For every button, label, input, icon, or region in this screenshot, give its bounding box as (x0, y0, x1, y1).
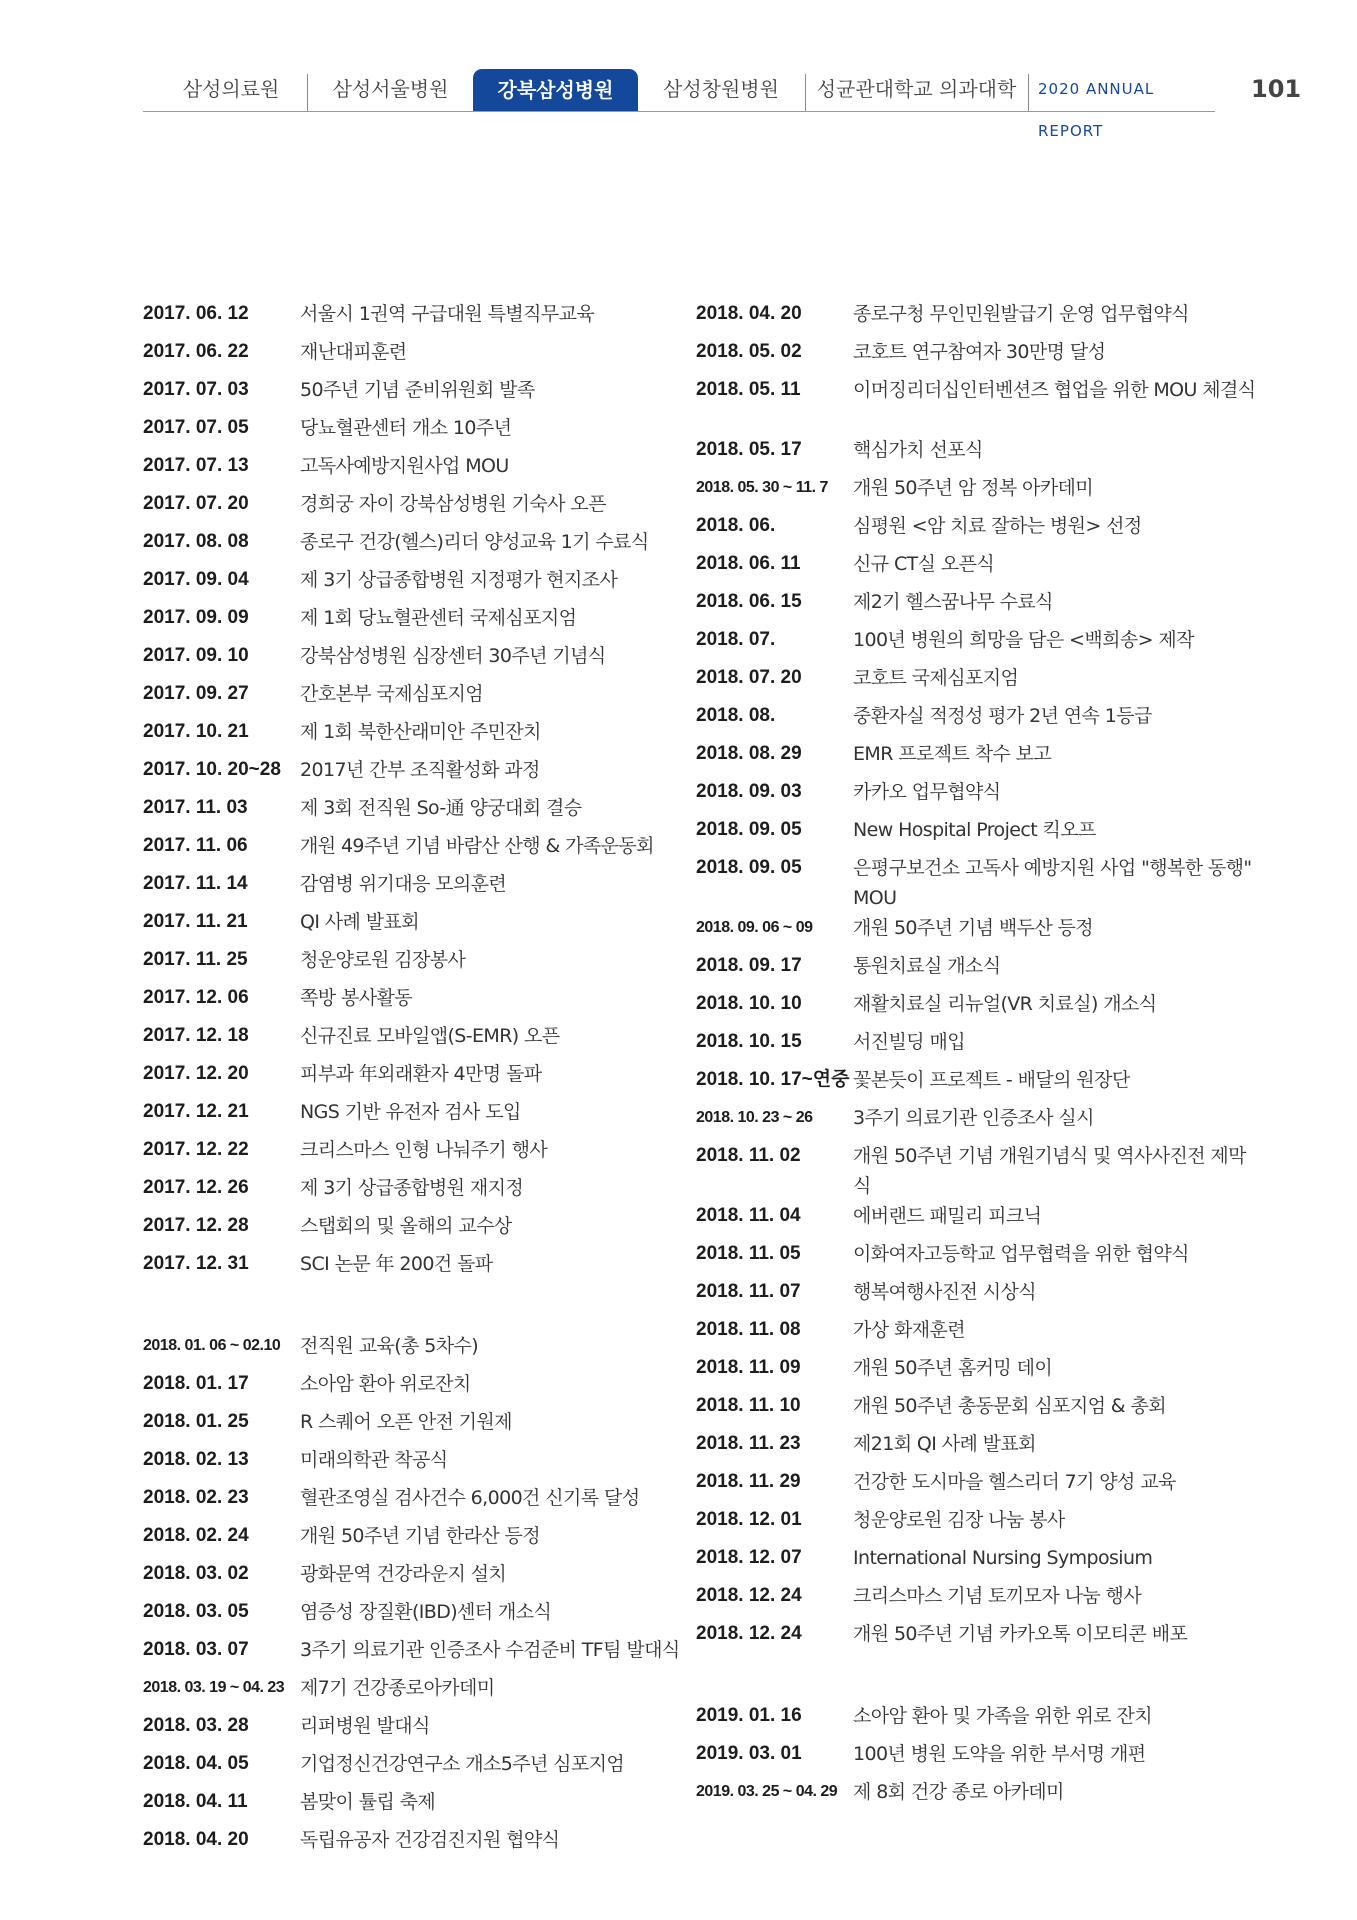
timeline-row (143, 1559, 703, 1597)
event-text: 청운양로원 김장 나눔 봉사 (853, 1509, 1065, 1531)
timeline-row (143, 831, 703, 869)
event-text: 코호트 연구참여자 30만명 달성 (853, 341, 1106, 363)
event-text: 간호본부 국제심포지엄 (300, 683, 483, 705)
timeline-row (696, 1027, 1256, 1065)
timeline-row (143, 1135, 703, 1173)
timeline-row (696, 299, 1256, 337)
page-number: 101 (1251, 75, 1302, 103)
timeline-row (696, 1391, 1256, 1429)
event-date: 2017. 10. 20~28 (143, 759, 281, 780)
timeline-row (143, 489, 703, 527)
event-date: 2017. 12. 20 (143, 1063, 249, 1084)
event-text: 중환자실 적정성 평가 2년 연속 1등급 (853, 705, 1152, 727)
timeline-row (696, 1739, 1256, 1777)
event-date: 2019. 03. 25 ~ 04. 29 (696, 1783, 838, 1800)
event-date: 2018. 12. 07 (696, 1547, 802, 1568)
event-text: 제7기 건강종로아카데미 (300, 1677, 495, 1699)
tab-kangbuk-samsung-hospital[interactable]: 강북삼성병원 (473, 69, 638, 112)
timeline-row (143, 1445, 703, 1483)
event-date: 2018. 03. 02 (143, 1563, 249, 1584)
year-gap (143, 1287, 703, 1331)
event-text: 미래의학관 착공식 (300, 1449, 448, 1471)
event-text: 3주기 의료기관 인증조사 실시 (853, 1107, 1094, 1129)
tab-samsung-seoul-hospital[interactable]: 삼성서울병원 (332, 77, 449, 101)
event-text: 봄맞이 튤립 축제 (300, 1791, 436, 1813)
timeline-row (143, 1749, 703, 1787)
event-text: EMR 프로젝트 착수 보고 (853, 743, 1052, 765)
event-date: 2018. 10. 15 (696, 1031, 802, 1052)
event-text: 개원 50주년 기념 한라산 등정 (300, 1525, 541, 1547)
timeline-row (143, 1521, 703, 1559)
timeline-row (696, 1777, 1256, 1815)
timeline-row (696, 739, 1256, 777)
event-text: 꽃본듯이 프로젝트 - 배달의 원장단 (853, 1069, 1130, 1091)
timeline-row (143, 755, 703, 793)
event-text: 종로구 건강(헬스)리더 양성교육 1기 수료식 (300, 531, 649, 553)
timeline-row (696, 1103, 1256, 1141)
event-text: 신규 CT실 오픈식 (853, 553, 995, 575)
event-text: 개원 50주년 암 정복 아카데미 (853, 477, 1094, 499)
event-text: 개원 50주년 기념 개원기념식 및 역사사진전 제막식 (853, 1145, 1246, 1197)
event-date: 2018. 11. 02 (696, 1145, 801, 1166)
timeline-row (143, 565, 703, 603)
event-date: 2018. 02. 23 (143, 1487, 249, 1508)
event-date: 2018. 06. 15 (696, 591, 802, 612)
event-date: 2018. 04. 11 (143, 1791, 248, 1812)
event-text: 제 1회 북한산래미안 주민잔치 (300, 721, 541, 743)
timeline-row (696, 1467, 1256, 1505)
event-text: 2017년 간부 조직활성화 과정 (300, 759, 540, 781)
timeline-row (696, 435, 1256, 473)
event-date: 2017. 08. 08 (143, 531, 249, 552)
event-date: 2018. 03. 07 (143, 1639, 249, 1660)
timeline-row (143, 983, 703, 1021)
event-text: 제 3기 상급종합병원 재지정 (300, 1177, 524, 1199)
event-text: 서진빌딩 매입 (853, 1031, 965, 1053)
event-date: 2017. 07. 13 (143, 455, 249, 476)
event-date: 2017. 09. 10 (143, 645, 249, 666)
event-date: 2018. 04. 05 (143, 1753, 249, 1774)
event-text: 신규진료 모바일앱(S-EMR) 오픈 (300, 1025, 560, 1047)
timeline-row (696, 511, 1256, 549)
timeline-row (143, 945, 703, 983)
timeline-row (696, 1429, 1256, 1467)
timeline-row (696, 1353, 1256, 1391)
timeline-row (143, 375, 703, 413)
header-rule (143, 111, 1215, 112)
report-title: 2020 ANNUAL REPORT (1038, 80, 1155, 140)
event-text: 개원 50주년 기념 백두산 등정 (853, 917, 1094, 939)
event-text: 코호트 국제심포지엄 (853, 667, 1019, 689)
timeline-row (143, 1211, 703, 1249)
event-text: 50주년 기념 준비위원회 발족 (300, 379, 535, 401)
event-text: 핵심가치 선포식 (853, 439, 983, 461)
event-text: 스탭회의 및 올해의 교수상 (300, 1215, 512, 1237)
event-date: 2017. 12. 28 (143, 1215, 249, 1236)
event-date: 2018. 07. (696, 629, 776, 650)
timeline-right-column (696, 299, 1256, 1815)
timeline-row (696, 989, 1256, 1027)
event-text: New Hospital Project 킥오프 (853, 819, 1096, 841)
event-date: 2018. 08. (696, 705, 776, 726)
timeline-row (143, 299, 703, 337)
event-date: 2018. 12. 01 (696, 1509, 802, 1530)
event-date: 2017. 09. 09 (143, 607, 249, 628)
event-text: International Nursing Symposium (853, 1547, 1153, 1569)
timeline-row (143, 1483, 703, 1521)
header-nav (143, 68, 1302, 140)
timeline-row (696, 1141, 1256, 1201)
timeline-row (696, 663, 1256, 701)
tab-skku-medicine[interactable]: 성균관대학교 의과대학 (816, 77, 1017, 101)
timeline-row (143, 1635, 703, 1673)
event-date: 2017. 12. 26 (143, 1177, 249, 1198)
event-text: 100년 병원의 희망을 담은 <백희송> 제작 (853, 629, 1194, 651)
event-date: 2018. 11. 23 (696, 1433, 801, 1454)
event-date: 2018. 08. 29 (696, 743, 802, 764)
event-date: 2017. 07. 05 (143, 417, 249, 438)
event-text: 종로구청 무인민원발급기 운영 업무협약식 (853, 303, 1189, 325)
event-date: 2018. 09. 03 (696, 781, 802, 802)
event-date: 2017. 12. 22 (143, 1139, 249, 1160)
event-text: 독립유공자 건강검진지원 협약식 (300, 1829, 560, 1851)
event-date: 2018. 09. 05 (696, 857, 802, 878)
timeline-row (143, 1711, 703, 1749)
event-date: 2017. 12. 18 (143, 1025, 249, 1046)
event-text: 소아암 환아 및 가족을 위한 위로 잔치 (853, 1705, 1152, 1727)
event-text: 이화여자고등학교 업무협력을 위한 협약식 (853, 1243, 1189, 1265)
event-text: QI 사례 발표회 (300, 911, 420, 933)
event-text: 청운양로원 김장봉사 (300, 949, 466, 971)
event-date: 2018. 03. 05 (143, 1601, 249, 1622)
event-text: 은평구보건소 고독사 예방지원 사업 "행복한 동행" MOU (853, 857, 1252, 909)
timeline-row (696, 777, 1256, 815)
event-date: 2018. 06. (696, 515, 776, 536)
event-text: 재난대피훈련 (300, 341, 407, 363)
tab-samsung-medical-center[interactable]: 삼성의료원 (182, 77, 280, 101)
event-text: 서울시 1권역 구급대원 특별직무교육 (300, 303, 595, 325)
timeline-row (143, 1825, 703, 1863)
event-text: 제 1회 당뇨혈관센터 국제심포지엄 (300, 607, 577, 629)
event-date: 2017. 11. 06 (143, 835, 248, 856)
tab-divider (1028, 74, 1029, 112)
event-text: 개원 50주년 총동문회 심포지엄 & 총회 (853, 1395, 1166, 1417)
timeline-row (696, 1201, 1256, 1239)
event-text: 제2기 헬스꿈나무 수료식 (853, 591, 1053, 613)
event-text: 리퍼병원 발대식 (300, 1715, 430, 1737)
timeline-row (696, 1701, 1256, 1739)
timeline-row (143, 451, 703, 489)
event-date: 2018. 10. 17~연중 (696, 1069, 850, 1090)
event-text: 개원 50주년 홈커밍 데이 (853, 1357, 1053, 1379)
event-text: 카카오 업무협약식 (853, 781, 1001, 803)
event-text: 제 8회 건강 종로 아카데미 (853, 1781, 1064, 1803)
year-gap (696, 1657, 1256, 1701)
timeline-row (143, 1173, 703, 1211)
timeline-row (143, 1331, 703, 1369)
timeline-row (696, 951, 1256, 989)
event-text: 크리스마스 기념 토끼모자 나눔 행사 (853, 1585, 1142, 1607)
timeline-row (696, 1277, 1256, 1315)
event-text: 행복여행사진전 시상식 (853, 1281, 1036, 1303)
event-text: 쪽방 봉사활동 (300, 987, 412, 1009)
timeline-row (143, 793, 703, 831)
event-text: SCI 논문 年 200건 돌파 (300, 1253, 493, 1275)
timeline-row (143, 641, 703, 679)
event-date: 2018. 12. 24 (696, 1623, 802, 1644)
timeline-row (696, 815, 1256, 853)
event-text: 혈관조영실 검사건수 6,000건 신기록 달성 (300, 1487, 640, 1509)
timeline-row (143, 717, 703, 755)
event-date: 2018. 03. 28 (143, 1715, 249, 1736)
timeline-row (696, 853, 1256, 913)
event-date: 2018. 05. 30 ~ 11. 7 (696, 479, 828, 496)
event-date: 2018. 11. 07 (696, 1281, 801, 1302)
timeline-row (696, 701, 1256, 739)
event-text: 기업정신건강연구소 개소5주년 심포지엄 (300, 1753, 625, 1775)
event-date: 2018. 04. 20 (696, 303, 802, 324)
event-text: 제21회 QI 사례 발표회 (853, 1433, 1036, 1455)
tab-samsung-changwon-hospital[interactable]: 삼성창원병원 (663, 77, 779, 101)
timeline-row (696, 549, 1256, 587)
event-text: 염증성 장질환(IBD)센터 개소식 (300, 1601, 552, 1623)
event-date: 2018. 11. 08 (696, 1319, 801, 1340)
event-text: 가상 화재훈련 (853, 1319, 965, 1341)
event-date: 2018. 11. 10 (696, 1395, 801, 1416)
timeline-row (143, 1021, 703, 1059)
event-text: 소아암 환아 위로잔치 (300, 1373, 471, 1395)
event-text: NGS 기반 유전자 검사 도입 (300, 1101, 521, 1123)
timeline-row (143, 1097, 703, 1135)
event-text: 개원 50주년 기념 카카오톡 이모티콘 배포 (853, 1623, 1188, 1645)
event-date: 2018. 11. 29 (696, 1471, 801, 1492)
event-date: 2018. 09. 05 (696, 819, 802, 840)
event-date: 2018. 01. 06 ~ 02.10 (143, 1337, 281, 1354)
timeline-row (143, 1369, 703, 1407)
timeline-row (696, 1505, 1256, 1543)
event-date: 2017. 11. 03 (143, 797, 248, 818)
event-date: 2019. 01. 16 (696, 1705, 802, 1726)
event-date: 2019. 03. 01 (696, 1743, 802, 1764)
event-date: 2017. 12. 06 (143, 987, 249, 1008)
event-date: 2018. 07. 20 (696, 667, 802, 688)
event-date: 2017. 07. 03 (143, 379, 249, 400)
event-text: 재활치료실 리뉴얼(VR 치료실) 개소식 (853, 993, 1157, 1015)
event-text: 크리스마스 인형 나눠주기 행사 (300, 1139, 548, 1161)
event-date: 2018. 04. 20 (143, 1829, 249, 1850)
event-text: 경희궁 자이 강북삼성병원 기숙사 오픈 (300, 493, 606, 515)
event-date: 2018. 03. 19 ~ 04. 23 (143, 1679, 285, 1696)
event-text: 이머징리더십인터벤션즈 협업을 위한 MOU 체결식 (853, 379, 1256, 401)
event-date: 2018. 02. 13 (143, 1449, 249, 1470)
timeline-row (143, 527, 703, 565)
event-date: 2018. 01. 17 (143, 1373, 249, 1394)
event-date: 2018. 12. 24 (696, 1585, 802, 1606)
event-date: 2018. 05. 17 (696, 439, 802, 460)
event-text: 100년 병원 도약을 위한 부서명 개편 (853, 1743, 1146, 1765)
event-text: 심평원 <암 치료 잘하는 병원> 선정 (853, 515, 1142, 537)
timeline-row (696, 913, 1256, 951)
event-date: 2017. 07. 20 (143, 493, 249, 514)
event-text: 고독사예방지원사업 MOU (300, 455, 509, 477)
event-date: 2018. 02. 24 (143, 1525, 249, 1546)
timeline-row (696, 1619, 1256, 1657)
timeline-row (696, 1315, 1256, 1353)
event-text: 강북삼성병원 심장센터 30주년 기념식 (300, 645, 606, 667)
timeline-row (696, 1239, 1256, 1277)
timeline-row (143, 1407, 703, 1445)
event-date: 2018. 06. 11 (696, 553, 801, 574)
timeline-row (143, 413, 703, 451)
timeline-row (143, 907, 703, 945)
event-text: 3주기 의료기관 인증조사 수검준비 TF팀 발대식 (300, 1639, 680, 1661)
event-text: 에버랜드 패밀리 피크닉 (853, 1205, 1042, 1227)
timeline-row (143, 1673, 703, 1711)
event-text: 제 3회 전직원 So-通 양궁대회 결승 (300, 797, 582, 819)
event-text: 피부과 年외래환자 4만명 돌파 (300, 1063, 542, 1085)
event-date: 2017. 12. 31 (143, 1253, 249, 1274)
event-text: 제 3기 상급종합병원 지정평가 현지조사 (300, 569, 618, 591)
timeline-row (143, 337, 703, 375)
timeline-row (696, 587, 1256, 625)
event-date: 2017. 06. 12 (143, 303, 249, 324)
event-date: 2017. 09. 27 (143, 683, 249, 704)
event-date: 2018. 01. 25 (143, 1411, 249, 1432)
event-date: 2018. 10. 23 ~ 26 (696, 1109, 813, 1126)
timeline-row (696, 337, 1256, 375)
event-date: 2017. 10. 21 (143, 721, 249, 742)
event-date: 2017. 12. 21 (143, 1101, 249, 1122)
timeline-row (143, 603, 703, 641)
event-date: 2017. 11. 25 (143, 949, 248, 970)
timeline-row (143, 1249, 703, 1287)
event-date: 2018. 11. 05 (696, 1243, 801, 1264)
timeline-row (696, 375, 1256, 435)
event-date: 2017. 11. 14 (143, 873, 248, 894)
timeline-row (143, 1059, 703, 1097)
event-date: 2018. 11. 04 (696, 1205, 801, 1226)
event-text: R 스퀘어 오픈 안전 기원제 (300, 1411, 512, 1433)
event-date: 2018. 11. 09 (696, 1357, 801, 1378)
timeline-row (143, 1787, 703, 1825)
timeline-row (143, 869, 703, 907)
event-text: 건강한 도시마을 헬스리더 7기 양성 교육 (853, 1471, 1176, 1493)
timeline-row (143, 679, 703, 717)
timeline-left-column (143, 299, 703, 1863)
timeline-row (696, 625, 1256, 663)
timeline-row (696, 1581, 1256, 1619)
timeline-row (696, 473, 1256, 511)
event-text: 감염병 위기대응 모의훈련 (300, 873, 507, 895)
event-text: 개원 49주년 기념 바람산 산행 & 가족운동회 (300, 835, 654, 857)
event-date: 2018. 10. 10 (696, 993, 802, 1014)
event-date: 2018. 05. 11 (696, 379, 801, 400)
event-date: 2017. 11. 21 (143, 911, 248, 932)
event-date: 2017. 09. 04 (143, 569, 249, 590)
timeline-row (143, 1597, 703, 1635)
event-date: 2018. 09. 17 (696, 955, 802, 976)
event-date: 2018. 05. 02 (696, 341, 802, 362)
event-text: 당뇨혈관센터 개소 10주년 (300, 417, 512, 439)
timeline-row (696, 1543, 1256, 1581)
event-date: 2017. 06. 22 (143, 341, 249, 362)
event-text: 광화문역 건강라운지 설치 (300, 1563, 507, 1585)
event-text: 통원치료실 개소식 (853, 955, 1001, 977)
event-text: 전직원 교육(총 5차수) (300, 1335, 479, 1357)
event-date: 2018. 09. 06 ~ 09 (696, 919, 813, 936)
timeline-row (696, 1065, 1256, 1103)
